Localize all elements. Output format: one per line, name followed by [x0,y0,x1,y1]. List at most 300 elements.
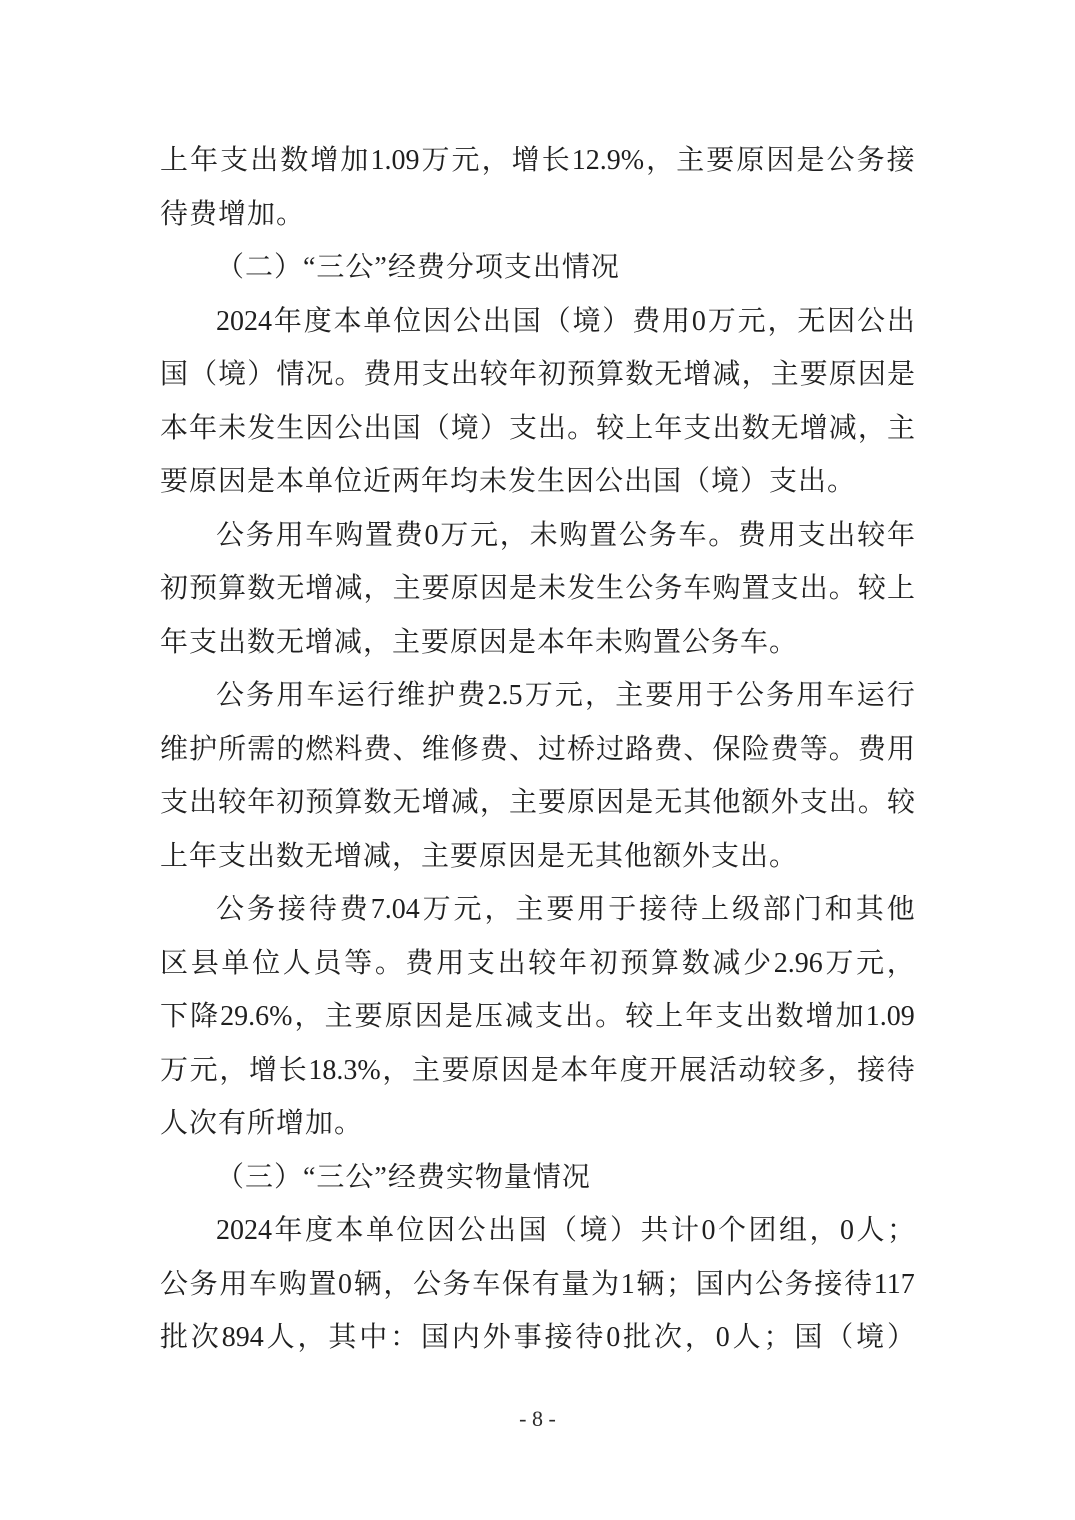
text-token: 原 [384,1001,413,1032]
text-token: 未 [538,573,567,604]
text-token: 加 [340,145,369,176]
text-token: 出 [450,359,479,390]
text-token: 内 [725,1268,754,1300]
text-token: 要 [538,787,567,818]
text-token: 的 [276,733,305,765]
text-token: 原 [736,145,765,176]
text-token: 员 [313,947,342,979]
text-token: 他 [886,894,915,925]
text-token: 公 [216,894,245,925]
text-token: 出 [827,519,856,551]
text-token: 有 [531,1268,560,1300]
text-token: ， [827,1054,856,1086]
text-token: 费 [479,733,508,765]
text-token: ， [646,145,675,176]
text-token: ， [809,1215,838,1246]
text-token: 待 [575,1322,604,1353]
text-token: 支 [683,412,712,444]
text-token: 公 [334,412,363,444]
text-token: 所 [218,733,247,765]
text-token: 公 [453,305,482,337]
text-token: 1.09 [370,145,420,176]
text-token: 他 [712,787,741,818]
text-line: 人次有所增加。 [160,1108,364,1139]
text-token: 要 [441,1054,470,1086]
text-token: 本 [333,305,362,337]
text-token: 元 [856,947,885,979]
text-line [160,990,915,1044]
page-number: - 8 - [519,1406,556,1431]
text-token: 年 [273,305,302,337]
text-token: 境 [579,1215,608,1246]
text-token: 原 [567,787,596,818]
text-token: 行 [886,680,915,711]
text-token: 减 [450,787,479,818]
text-token: 路 [625,733,654,765]
text-token: 共 [640,1215,669,1246]
text-token: 置 [308,1268,337,1300]
text-token: 上 [625,412,654,444]
text-token: ， [219,1054,248,1086]
text-token: 2024 [216,1215,272,1246]
text-token: 其 [855,894,884,925]
text-token: 增 [305,573,334,604]
text-token: 公 [216,519,245,551]
text-token: 因 [423,305,452,337]
text-token: 位 [252,947,281,979]
text-token: 公 [160,1268,189,1300]
text-token: ） [479,412,508,444]
text-token: 车 [305,519,334,551]
text-token: 元 [737,305,766,337]
text-token: 无 [797,305,826,337]
text-token: 单 [363,305,392,337]
text-token: 务 [648,519,677,551]
text-token: 增 [421,787,450,818]
text-token: 国 [794,1322,823,1353]
text-token: 上 [886,573,915,604]
text-token: 初 [160,573,189,604]
text-line [160,883,915,937]
text-token: 支 [799,787,828,818]
text-token: 因 [766,145,795,176]
text-line: 要原因是本单位近两年均未发生因公出国（境）支出。 [160,466,857,497]
text-line [160,295,915,349]
text-token: 0 [701,1215,716,1246]
text-token: 1.09 [865,1001,915,1032]
text-token: 预 [189,573,218,604]
text-line [160,1204,915,1258]
text-token: 原 [471,1054,500,1086]
text-token: 主 [515,894,544,925]
text-token: 原 [828,359,857,390]
text-token: 外 [770,787,799,818]
text-token: 接 [814,1268,843,1300]
text-token: 较 [218,787,247,818]
text-token: 接 [544,1322,573,1353]
text-token: 数 [280,145,309,176]
text-token: （ [542,305,571,337]
text-token: 置 [589,519,618,551]
text-token: ： [390,1322,419,1353]
text-token: 12.9% [571,145,645,176]
text-token: 出 [487,1215,516,1246]
text-token: 支 [421,359,450,390]
text-token: 支 [466,947,495,979]
text-token: 增 [511,145,540,176]
text-token: 减 [334,573,363,604]
text-token: 外 [482,1322,511,1353]
text-token: 费 [632,305,661,337]
text-token: 料 [334,733,363,765]
text-token: 。 [567,412,596,444]
text-token: 元 [470,519,499,551]
text-token: 、 [508,733,537,765]
text-token: （ [548,1215,577,1246]
text-token: 度 [304,1215,333,1246]
text-token: 费 [363,733,392,765]
text-token: 国 [392,412,421,444]
document-content [160,134,915,1365]
text-token: 公 [457,1215,486,1246]
text-token: 算 [651,947,680,979]
text-token: 要 [706,145,735,176]
text-token: 公 [216,680,245,711]
text-token: 部 [762,894,791,925]
text-token: 要 [799,359,828,390]
text-token: 费 [394,519,423,551]
text-token: 用 [577,894,606,925]
text-token: 务 [654,573,683,604]
text-token: 次 [190,1322,219,1353]
text-token: 元 [189,1054,218,1086]
text-token: 接 [277,894,306,925]
text-token: 接 [886,145,915,176]
text-token: 车 [826,680,855,711]
text-token: 主 [324,1001,353,1032]
text-token: 需 [247,733,276,765]
text-token: 出 [745,1001,774,1032]
text-token: 年 [190,145,219,176]
text-token: 少 [743,947,772,979]
text-token: 团 [748,1215,777,1246]
text-token: 其 [683,787,712,818]
text-token: 无 [654,787,683,818]
text-token: 公 [755,1268,784,1300]
text-token: 。 [857,787,886,818]
text-token: （ [421,412,450,444]
text-token: 组 [778,1215,807,1246]
text-token: 出 [828,787,857,818]
text-token: 上 [701,894,730,925]
text-token: 年 [886,519,915,551]
text-token: ； [886,1215,915,1246]
text-token: 因 [501,1054,530,1086]
text-token: 费 [770,733,799,765]
text-token: 事 [513,1322,542,1353]
text-token: 增 [683,359,712,390]
text-token: 量 [561,1268,590,1300]
text-token: 过 [596,733,625,765]
text-token: 增 [310,145,339,176]
text-token: 算 [218,573,247,604]
text-token: 境 [572,305,601,337]
text-token: 较 [768,1054,797,1086]
text-token: 万 [825,947,854,979]
text-token: 预 [620,947,649,979]
text-token: 待 [670,894,699,925]
text-token: （ [825,1322,854,1353]
text-token: 修 [450,733,479,765]
text-token: 元 [554,680,583,711]
text-token: 车 [306,680,335,711]
text-token: 2024 [216,305,272,337]
text-token: 是 [886,359,915,390]
text-token: 车 [472,1268,501,1300]
text-token: ； [666,1268,695,1300]
text-token: 主 [676,145,705,176]
text-token: 无 [276,573,305,604]
text-token: 批 [623,1322,652,1353]
text-token: 出 [250,145,279,176]
text-token: 因 [479,573,508,604]
text-token: 务 [189,1268,218,1300]
text-token: ， [363,573,392,604]
text-token: 0 [839,1215,854,1246]
text-token: 万 [422,894,451,925]
text-line: 上年支出数无增减，主要原因是无其他额外支出。 [160,840,799,872]
text-token: 较 [857,573,886,604]
text-line: 待费增加。 [160,198,306,230]
text-token: 行 [366,680,395,711]
text-token: 是 [444,1001,473,1032]
text-token: 开 [649,1054,678,1086]
text-token: 次 [653,1322,682,1353]
text-line [160,1258,915,1312]
text-token: 批 [160,1322,189,1353]
text-token: 活 [708,1054,737,1086]
text-token: 置 [364,519,393,551]
text-token: 、 [392,733,421,765]
text-token: 加 [835,1001,864,1032]
text-token: 务 [856,145,885,176]
text-token: 出 [363,412,392,444]
text-token: 因 [596,787,625,818]
text-token: 桥 [567,733,596,765]
text-token: ； [763,1322,792,1353]
text-token: 车 [249,1268,278,1300]
text-token: 支 [220,145,249,176]
text-token: 主 [615,680,644,711]
text-token: 公 [735,680,764,711]
text-token: 门 [793,894,822,925]
text-token: ， [481,145,510,176]
text-token: 预 [567,359,596,390]
text-token: 待 [844,1268,873,1300]
text-token: 894 [221,1322,264,1353]
text-token: 0 [691,305,706,337]
text-token: 因 [426,1215,455,1246]
text-token: 支 [535,1001,564,1032]
text-token: 较 [479,359,508,390]
text-token: 和 [824,894,853,925]
text-token: ， [857,412,886,444]
text-token: 压 [474,1001,503,1032]
text-token: 计 [670,1215,699,1246]
text-token: 险 [741,733,770,765]
text-token: 用 [276,680,305,711]
text-token: ， [484,894,513,925]
text-token: ， [479,787,508,818]
text-token: 万 [524,680,553,711]
text-token: 1 [620,1268,635,1300]
text-token: 无 [654,359,683,390]
text-token: 位 [393,305,422,337]
text-token: 护 [427,680,456,711]
text-token: 车 [678,519,707,551]
text-token: 生 [596,573,625,604]
text-token: 费 [457,680,486,711]
text-token: 数 [625,359,654,390]
text-token: ， [294,1001,323,1032]
text-token: 年 [590,1054,619,1086]
text-token: 2.96 [773,947,823,979]
text-token: 出 [712,412,741,444]
text-token: 公 [857,305,886,337]
text-token: 。 [708,519,737,551]
text-token: 万 [707,305,736,337]
text-token: 数 [741,412,770,444]
text-token: 是 [796,145,825,176]
text-token: 度 [303,305,332,337]
text-token: ， [382,1054,411,1086]
text-token: 务 [246,680,275,711]
text-token: 境 [218,359,247,390]
text-token: ， [741,359,770,390]
text-token: 公 [618,519,647,551]
text-token: 单 [365,1215,394,1246]
text-token: 长 [541,145,570,176]
text-token: 用 [886,733,915,765]
text-token: 算 [334,787,363,818]
text-token: 务 [784,1268,813,1300]
text-token: 度 [619,1054,648,1086]
text-token: ， [767,305,796,337]
text-token: 上 [655,1001,684,1032]
text-line [160,723,915,777]
text-token: 支 [508,412,537,444]
text-token: 位 [396,1215,425,1246]
text-token: 个 [717,1215,746,1246]
text-token: 用 [219,1268,248,1300]
text-token: 因 [414,1001,443,1032]
text-token: ， [886,947,915,979]
text-token: 。 [595,1001,624,1032]
text-token: 初 [538,359,567,390]
text-token: 较 [857,519,886,551]
text-token: 。 [334,359,363,390]
text-token: 用 [275,519,304,551]
text-token: 置 [741,573,770,604]
text-token: ） [609,1215,638,1246]
text-token: 本 [560,1054,589,1086]
text-token: 因 [827,305,856,337]
text-token: 万 [160,1054,189,1086]
text-token: 境 [856,1322,885,1353]
text-token: 万 [421,145,450,176]
text-token: 要 [354,1001,383,1032]
text-token: 支 [797,519,826,551]
text-token: （ [189,359,218,390]
text-token: 因 [857,359,886,390]
text-token: ） [247,359,276,390]
text-token: 费 [405,947,434,979]
text-token: 下 [160,1001,189,1032]
text-token: 于 [608,894,637,925]
text-token: 初 [589,947,618,979]
text-token: 7.04 [370,894,420,925]
text-token: ） [886,1322,915,1353]
section-heading: （二）“三公”经费分项支出情况 [216,252,620,283]
text-token: 减 [504,1001,533,1032]
text-line [160,1311,915,1365]
text-token: ， [499,519,528,551]
text-token: 主 [412,1054,441,1086]
text-line [160,402,915,456]
text-token: 费 [339,894,368,925]
text-token: 出 [886,305,915,337]
text-token: 人 [282,947,311,979]
text-token: 长 [278,1054,307,1086]
text-token: 发 [247,412,276,444]
text-token: 维 [160,733,189,765]
text-token: 增 [249,1054,278,1086]
text-line [160,937,915,991]
text-token: 年 [508,359,537,390]
text-token: 年 [247,787,276,818]
text-line [160,134,915,188]
text-token: 出 [565,1001,594,1032]
text-token: 情 [276,359,305,390]
text-token: 待 [886,1054,915,1086]
text-token: 辆 [353,1268,382,1300]
text-token: 主 [392,573,421,604]
text-token: 18.3% [308,1054,381,1086]
text-token: 单 [221,947,250,979]
text-token: 29.6% [220,1001,293,1032]
text-token: 费 [857,733,886,765]
text-token: 县 [190,947,219,979]
text-token: 主 [770,359,799,390]
text-token: 较 [625,1001,654,1032]
text-token: 因 [305,412,334,444]
text-token: 护 [189,733,218,765]
text-token: 数 [681,947,710,979]
text-token: 未 [218,412,247,444]
text-token: 出 [799,573,828,604]
text-token: 。 [828,573,857,604]
text-token: 初 [276,787,305,818]
text-token: 公 [826,145,855,176]
text-token: 其 [328,1322,357,1353]
text-token: 购 [335,519,364,551]
text-token: 费 [654,733,683,765]
text-token: 运 [336,680,365,711]
text-token: 支 [770,573,799,604]
text-token: 出 [538,412,567,444]
text-token: 未 [529,519,558,551]
text-token: 元 [451,145,480,176]
